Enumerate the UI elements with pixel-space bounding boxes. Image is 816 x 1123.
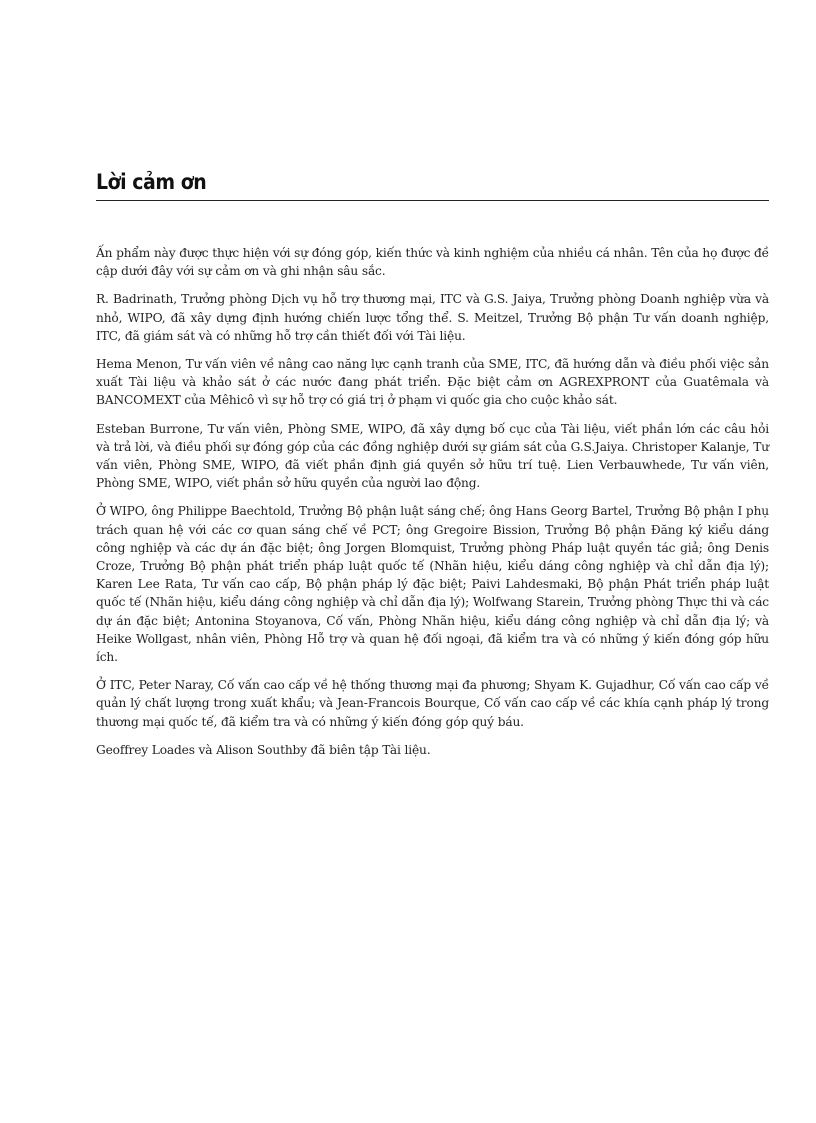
acknowledgements-body — [96, 244, 769, 769]
page-title: Lời cảm ơn — [96, 170, 207, 194]
paragraph-editors: Geoffrey Loades và Alison Southby đã biên tập Tài liệu. — [96, 742, 431, 757]
paragraph-authors: Esteban Burrone, Tư vấn viên, Phòng SME, WIPO, đã xây dựng bố cục của Tài liệu, viết phần lớn các câu hỏi và trả lời, và điều phối sự đóng góp của các đồng nghiệp dưới sự giám sát của G.S.Jaiya. Christoper Kalanje, Tư vấn viên, Phòng SME, WIPO, đã viết phần định giá quyền sở hữu trí tuệ. Lien Verbauwhede, Tư vấn viên, Phòng SME, WIPO, viết phần sở hữu quyền của người lao động. — [96, 421, 769, 491]
paragraph-strategy: R. Badrinath, Trưởng phòng Dịch vụ hỗ trợ thương mại, ITC và G.S. Jaiya, Trưởng phòng Doanh nghiệp vừa và nhỏ, WIPO, đã xây dựng định hướng chiến lược tổng thể. S. Meitzel, Trưởng Bộ phận Tư vấn doanh nghiệp, ITC, đã giám sát và có những hỗ trợ cần thiết đối với Tài liệu. — [96, 292, 769, 343]
paragraph-coordination: Hema Menon, Tư vấn viên về nâng cao năng lực cạnh tranh của SME, ITC, đã hướng dẫn và điều phối việc sản xuất Tài liệu và khảo sát ở các nước đang phát triển. Đặc biệt cảm ơn AGREXPRONT của Guatêmala và BANCOMEXT của Mêhicô vì sự hỗ trợ có giá trị ở phạm vi quốc gia cho cuộc khảo sát. — [96, 357, 769, 408]
title-underline-rule — [96, 200, 769, 201]
paragraph-wipo-reviewers: Ở WIPO, ông Philippe Baechtold, Trưởng Bộ phận luật sáng chế; ông Hans Georg Bartel, Trưởng Bộ phận I phụ trách quan hệ với các cơ quan sáng chế về PCT; ông Gregoire Bission, Trưởng Bộ phận Đăng ký kiểu dáng công nghiệp và các dự án đặc biệt; ông Jorgen Blomquist, Trưởng phòng Pháp luật quyền tác giả; ông Denis Croze, Trưởng Bộ phận phát triển pháp luật quốc tế (Nhãn hiệu, kiểu dáng công nghiệp và chỉ dẫn địa lý); Karen Lee Rata, Tư vấn cao cấp, Bộ phận pháp lý đặc biệt; Paivi Lahdesmaki, Bộ phận Phát triển pháp luật quốc tế (Nhãn hiệu, kiểu dáng công nghiệp và chỉ dẫn địa lý); Wolfwang Starein, Trưởng phòng Thực thi và các dự án đặc biệt; Antonina Stoyanova, Cố vấn, Phòng Nhãn hiệu, kiểu dáng công nghiệp và chỉ dẫn địa lý; và Heike Wollgast, nhân viên, Phòng Hỗ trợ và quan hệ đối ngoại, đã kiểm tra và có những ý kiến đóng góp hữu ích. — [96, 504, 769, 665]
paragraph-intro: Ấn phẩm này được thực hiện với sự đóng góp, kiến thức và kinh nghiệm của nhiều cá nhân. Tên của họ được đề cập dưới đây với sự cảm ơn và ghi nhận sâu sắc. — [96, 246, 769, 279]
paragraph-itc-reviewers: Ở ITC, Peter Naray, Cố vấn cao cấp về hệ thống thương mại đa phương; Shyam K. Gujadhur, Cố vấn cao cấp về quản lý chất lượng trong xuất khẩu; và Jean-Francois Bourque, Cố vấn cao cấp về các khía cạnh pháp lý trong thương mại quốc tế, đã kiểm tra và có những ý kiến đóng góp quý báu. — [96, 678, 769, 729]
